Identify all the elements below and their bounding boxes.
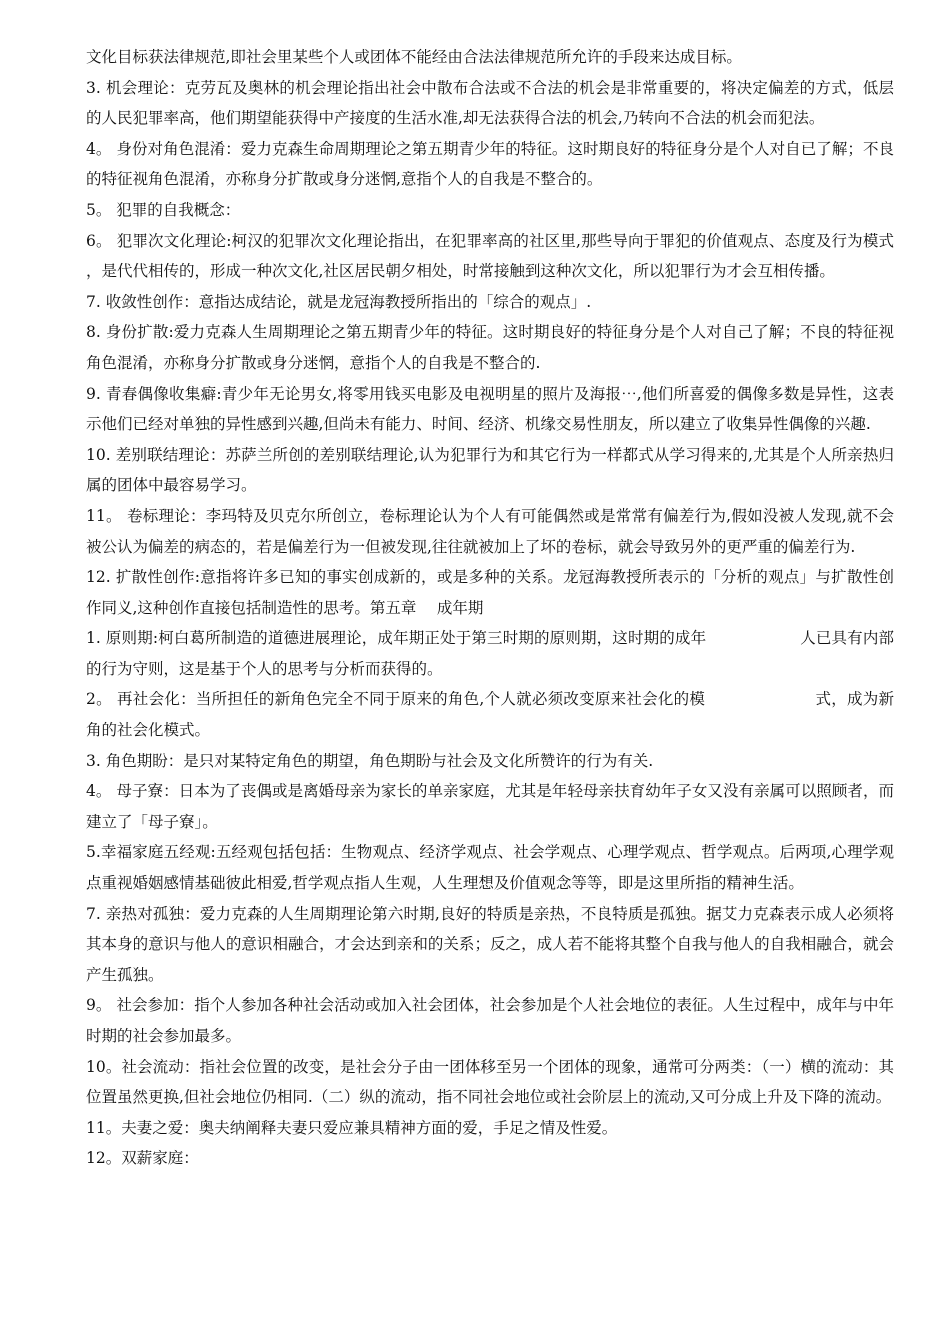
paragraph-role-expectation: 3. 角色期盼：是只对某特定角色的期望，角色期盼与社会及文化所赞许的行为有关. — [86, 751, 654, 770]
paragraph-differential-association: 10. 差别联结理论：苏萨兰所创的差别联结理论,认为犯罪行为和其它行为一样都式从学习得来的,尤其是个人所亲热归属的团体中最容易学习。 — [86, 445, 894, 495]
paragraph-divergent-creation: 12. 扩散性创作:意指将许多已知的事实创成新的，或是多种的关系。龙冠海教授所表示的「分析的观点」与扩散性创作同义,这种创作直接包括制造性的思考。第五章 成年期 — [86, 568, 894, 617]
paragraph-identity-vs-role-confusion: 4。 身份对角色混淆：爱力克森生命周期理论之第五期青少年的特征。这时期良好的特征身分是个人对自已了解；不良的特征视角色混淆，亦称身分扩散或身分迷惘,意指个人的自我是不整合的。 — [86, 139, 894, 189]
paragraph-mother-child-home: 4。 母子寮：日本为了丧偶或是离婚母亲为家长的单亲家庭，尤其是年轻母亲扶育幼年子女又没有亲属可以照顾者，而建立了「母子寮」。 — [86, 782, 894, 831]
paragraph-resocialization: 2。 再社会化：当所担任的新角色完全不同于原来的角色,个人就必须改变原来社会化的模 式，成为新角的社会化模式。 — [86, 690, 894, 740]
paragraph-identity-diffusion: 8. 身份扩散:爱力克森人生周期理论之第五期青少年的特征。这时期良好的特征身分是个人对自己了解；不良的特征视角色混淆，亦称身分扩散或身分迷惘，意指个人的自我是不整合的. — [86, 323, 894, 372]
paragraph-convergent-creation: 7. 收敛性创作：意指达成结论，就是龙冠海教授所指出的「综合的观点」. — [86, 292, 592, 311]
paragraph-labeling-theory: 11。 卷标理论：李玛特及贝克尔所创立，卷标理论认为个人有可能偶然或是常常有偏差行为,假如没被人发现,就不会被公认为偏差的病态的，若是偏差行为一但被发现,往往就被加上了坏的卷标，就会导致另外的更严重的偏差行为. — [86, 506, 894, 556]
paragraph-idol-collecting: 9. 青春偶像收集癖:青少年无论男女,将零用钱买电影及电视明星的照片及海报⋯,他们所喜爱的偶像多数是异性，这表示他们已经对单独的异性感到兴趣,但尚未有能力、时间、经济、机缘交易性朋友，所以建立了收集异性偶像的兴趣. — [86, 384, 894, 434]
paragraph-social-mobility: 10。社会流动：指社会位置的改变，是社会分子由一团体移至另一个团体的现象，通常可分两类：（一）横的流动：其位置虽然更换,但社会地位仍相同.（二）纵的流动，指不同社会地位或社会阶层上的流动,又可分成上升及下降的流动。 — [86, 1057, 894, 1107]
paragraph-criminal-subculture-theory: 6。 犯罪次文化理论:柯汉的犯罪次文化理论指出，在犯罪率高的社区里,那些导向于罪犯的价值观点、态度及行为模式，是代代相传的，形成一种次文化,社区居民朝夕相处，时常接触到这种次文化，所以犯罪行为才会互相传播。 — [86, 231, 894, 281]
paragraph-happy-family-five-views: 5.幸福家庭五经观:五经观包括包括：生物观点、经济学观点、社会学观点、心理学观点、哲学观点。后两项,心理学观点重视婚姻感情基础彼此相爱,哲学观点指人生观，人生理想及价值观念等等，即是这里所指的精神生活。 — [86, 843, 894, 893]
paragraph-criminal-self-concept: 5。 犯罪的自我概念： — [86, 200, 241, 219]
paragraph-social-participation: 9。 社会参加：指个人参加各种社会活动或加入社会团体，社会参加是个人社会地位的表征。人生过程中，成年与中年时期的社会参加最多。 — [86, 996, 894, 1045]
document-page — [86, 42, 894, 1174]
paragraph-opportunity-theory: 3. 机会理论：克劳瓦及奥林的机会理论指出社会中散布合法或不合法的机会是非常重要的，将决定偏差的方式，低层的人民犯罪率高，他们期望能获得中产接度的生活水准,却无法获得合法的机会,乃转向不合法的机会而犯法。 — [86, 78, 894, 128]
paragraph-marital-love: 11。夫妻之爱：奥夫纳阐释夫妻只爱应兼具精神方面的爱，手足之情及性爱。 — [86, 1118, 618, 1137]
paragraph-intimacy-vs-isolation: 7. 亲热对孤独：爱力克森的人生周期理论第六时期,良好的特质是亲热，不良特质是孤独。据艾力克森表示成人必须将其本身的意识与他人的意识相融合，才会达到亲和的关系；反之，成人若不能将其整个自我与他人的自我相融合，就会产生孤独。 — [86, 904, 894, 984]
paragraph-dual-income-family: 12。双薪家庭： — [86, 1149, 199, 1168]
paragraph-continuation: 文化目标获法律规范,即社会里某些个人或团体不能经由合法法律规范所允许的手段来达成目标。 — [86, 48, 742, 66]
paragraph-principle-stage: 1. 原则期:柯白葛所制造的道德进展理论，成年期正处于第三时期的原则期，这时期的成年 人已具有内部的行为守则，这是基于个人的思考与分析而获得的。 — [86, 629, 894, 678]
